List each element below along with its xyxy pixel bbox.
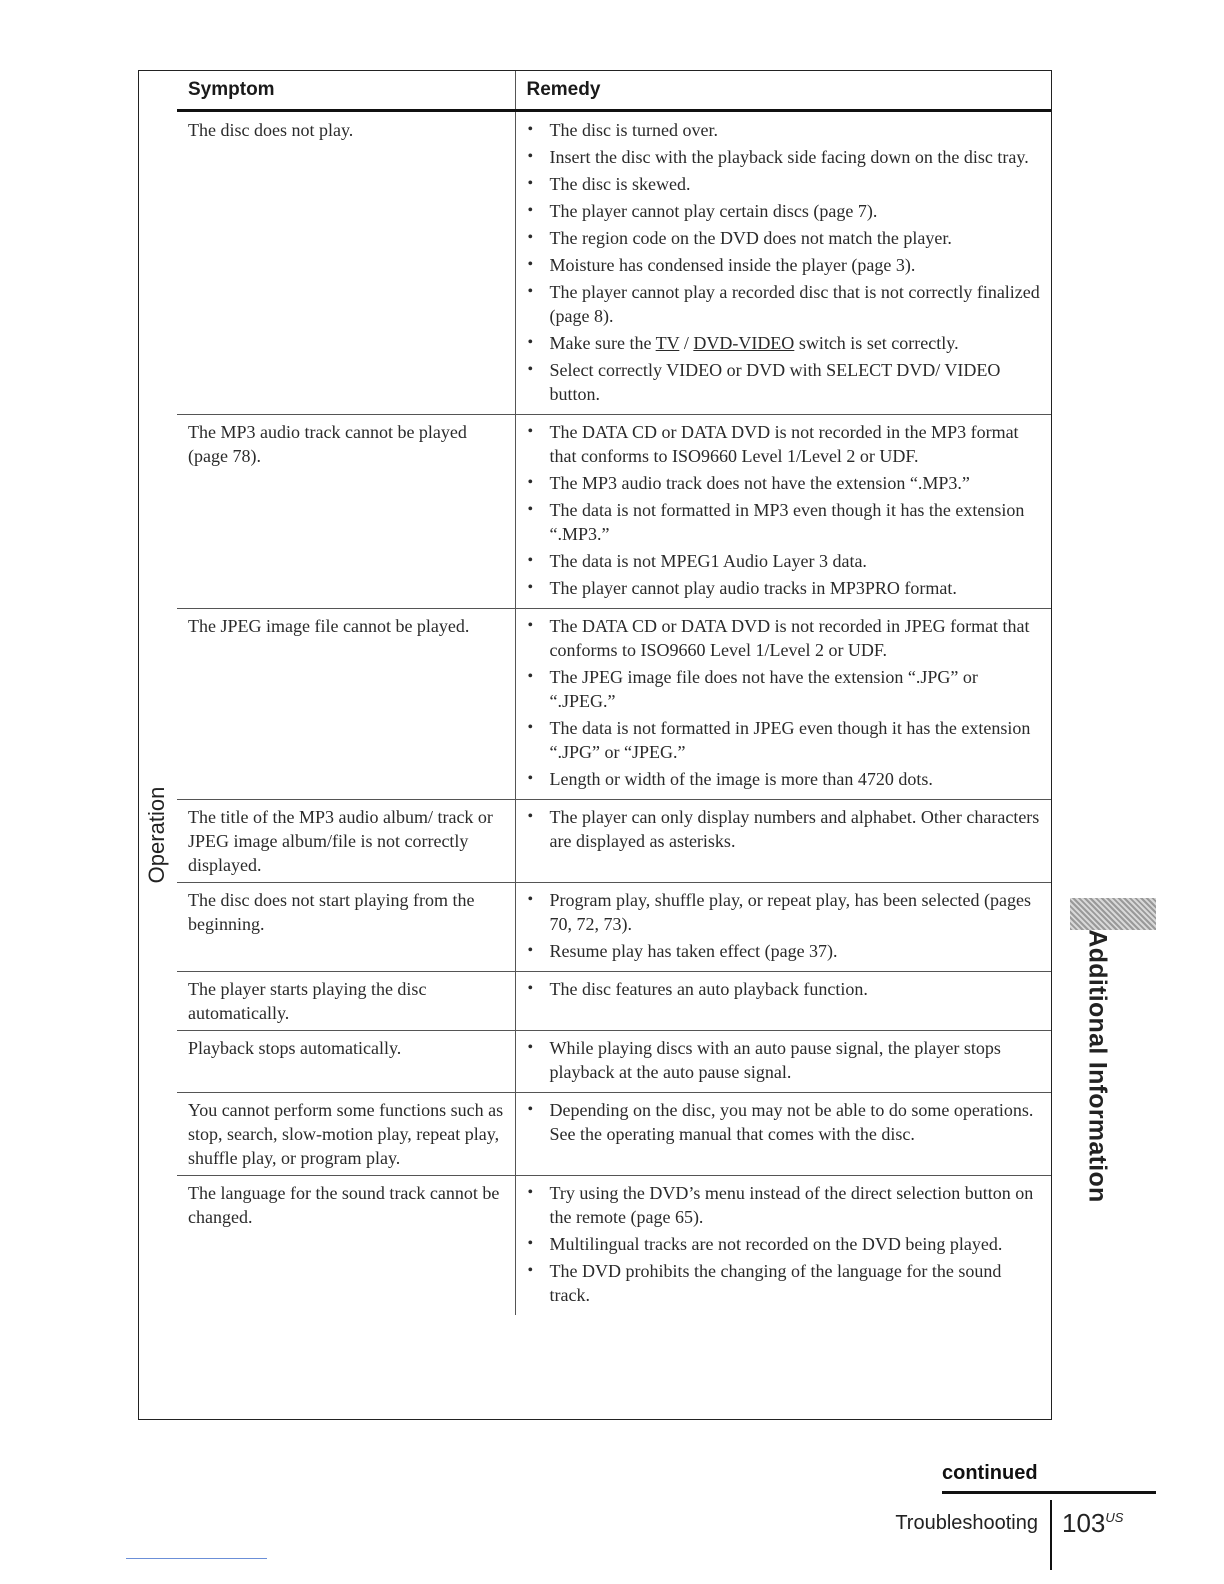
page-number: [1062, 1508, 1123, 1539]
continued-label: continued: [942, 1462, 1038, 1484]
remedy-item: • Length or width of the image is more than 4720 dots.: [524, 767, 1044, 791]
remedy-item: • The DVD prohibits the changing of the language for the sound track.: [524, 1259, 1044, 1307]
symptom-cell: You cannot perform some functions such as stop, search, slow-motion play, repeat play, shuffle play, or program play.: [177, 1093, 515, 1176]
footer-divider: [1050, 1500, 1052, 1570]
table-row: [177, 972, 1051, 1031]
remedy-text: Make sure the: [549, 333, 656, 353]
remedy-item: • Insert the disc with the playback side facing down on the disc tray.: [524, 145, 1044, 169]
symptom-header: Symptom: [177, 71, 515, 111]
remedy-cell: [515, 883, 1051, 972]
symptom-cell: Playback stops automatically.: [177, 1031, 515, 1093]
remedy-item: • Resume play has taken effect (page 37).: [524, 939, 1044, 963]
continued-rule: [942, 1491, 1156, 1494]
remedy-item: • The data is not formatted in JPEG even though it has the extension “.JPG” or “JPEG.”: [524, 716, 1044, 764]
table-row: [177, 1176, 1051, 1316]
remedy-cell: [515, 972, 1051, 1031]
remedy-cell: [515, 609, 1051, 800]
section-tab-marker: [1070, 898, 1156, 930]
remedy-item: • Moisture has condensed inside the player (page 3).: [524, 253, 1044, 277]
troubleshooting-table: [177, 71, 1051, 1315]
remedy-header: Remedy: [515, 71, 1051, 111]
symptom-cell: The disc does not play.: [188, 120, 354, 140]
remedy-item: • The data is not formatted in MP3 even though it has the extension “.MP3.”: [524, 498, 1044, 546]
symptom-cell: The disc does not start playing from the beginning.: [177, 883, 515, 972]
remedy-item: • The player cannot play audio tracks in MP3PRO format.: [524, 576, 1044, 600]
symptom-cell: The language for the sound track cannot be changed.: [177, 1176, 515, 1316]
table-row: [177, 111, 1051, 415]
remedy-cell: [515, 1176, 1051, 1316]
remedy-cell: [515, 111, 1051, 415]
operation-label: Operation: [144, 786, 169, 884]
remedy-item: • The player can only display numbers and alphabet. Other characters are displayed as asterisks.: [524, 805, 1044, 853]
table-row: [177, 883, 1051, 972]
table-row: [177, 1031, 1051, 1093]
remedy-cell: [515, 1093, 1051, 1176]
remedy-item: • The disc features an auto playback function.: [524, 977, 1044, 1001]
remedy-item-switch: [524, 331, 1044, 355]
remedy-item: • The disc is skewed.: [524, 172, 1044, 196]
remedy-item: • The player cannot play certain discs (page 7).: [524, 199, 1044, 223]
remedy-item: • The DATA CD or DATA DVD is not recorded in the MP3 format that conforms to ISO9660 Level 1/Level 2 or UDF.: [524, 420, 1044, 468]
symptom-cell: The player starts playing the disc automatically.: [177, 972, 515, 1031]
switch-separator: /: [679, 333, 694, 353]
remedy-item: • The player cannot play a recorded disc that is not correctly finalized (page 8).: [524, 280, 1044, 328]
remedy-item: • The region code on the DVD does not match the player.: [524, 226, 1044, 250]
remedy-item: • The MP3 audio track does not have the extension “.MP3.”: [524, 471, 1044, 495]
symptom-cell: The title of the MP3 audio album/ track or JPEG image album/file is not correctly displayed.: [177, 800, 515, 883]
tv-switch-label: TV: [655, 333, 680, 353]
page-number-suffix: US: [1105, 1510, 1124, 1525]
troubleshooting-table-frame: [138, 70, 1052, 1420]
remedy-item: • Depending on the disc, you may not be able to do some operations. See the operating manual that comes with the disc.: [524, 1098, 1044, 1146]
remedy-cell: [515, 415, 1051, 609]
table-row: [177, 609, 1051, 800]
remedy-item: • While playing discs with an auto pause signal, the player stops playback at the auto pause signal.: [524, 1036, 1044, 1084]
remedy-item: • The JPEG image file does not have the extension “.JPG” or “.JPEG.”: [524, 665, 1044, 713]
table-row: [177, 415, 1051, 609]
remedy-item: • Select correctly VIDEO or DVD with SELECT DVD/ VIDEO button.: [524, 358, 1044, 406]
operation-column: [138, 70, 176, 1420]
remedy-item: • The disc is turned over.: [524, 118, 1044, 142]
remedy-item: • The DATA CD or DATA DVD is not recorded in JPEG format that conforms to ISO9660 Level 1/Level 2 or UDF.: [524, 614, 1044, 662]
remedy-item: • The data is not MPEG1 Audio Layer 3 data.: [524, 549, 1044, 573]
table-row: [177, 800, 1051, 883]
remedy-cell: [515, 800, 1051, 883]
additional-information-tab-label: Additional Information: [1083, 929, 1112, 1203]
footer-section-title: Troubleshooting: [895, 1512, 1038, 1534]
remedy-item: • Program play, shuffle play, or repeat play, has been selected (pages 70, 72, 73).: [524, 888, 1044, 936]
symptom-cell: The JPEG image file cannot be played.: [177, 609, 515, 800]
remedy-item: • Multilingual tracks are not recorded on the DVD being played.: [524, 1232, 1044, 1256]
remedy-item: • Try using the DVD’s menu instead of the direct selection button on the remote (page 65).: [524, 1181, 1044, 1229]
blue-rule: [126, 1558, 267, 1559]
remedy-text: switch is set correctly.: [794, 333, 959, 353]
page-number-value: 103: [1062, 1508, 1106, 1538]
table-row: [177, 1093, 1051, 1176]
remedy-cell: [515, 1031, 1051, 1093]
symptom-cell: The MP3 audio track cannot be played (page 78).: [177, 415, 515, 609]
dvd-video-switch-label: DVD-VIDEO: [693, 333, 795, 353]
